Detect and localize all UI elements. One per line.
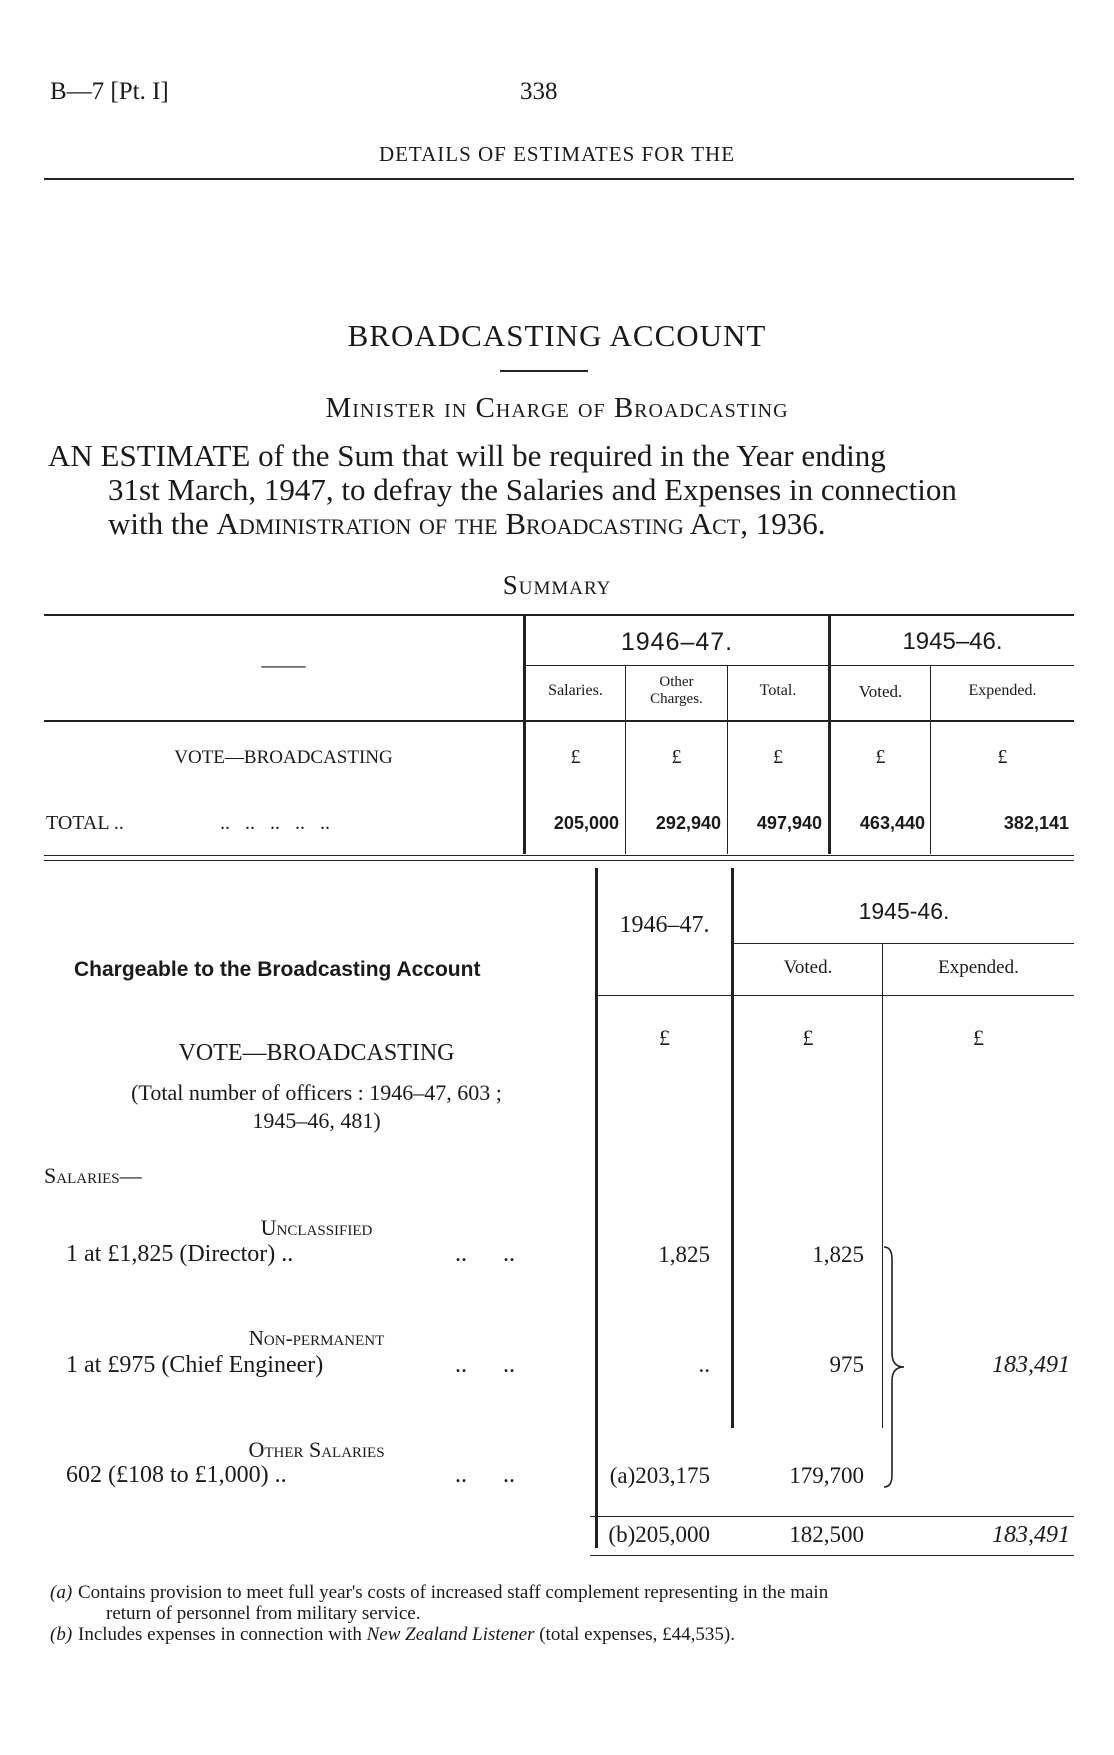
- running-title: DETAILS OF ESTIMATES FOR THE: [378, 142, 736, 166]
- footnote-b-line: [78, 1624, 735, 1646]
- summary-year-rule-current: [526, 665, 828, 666]
- footnote-b-suffix: (total expenses, £44,535).: [539, 1624, 735, 1645]
- estimate-line-3-prefix: with the: [108, 506, 209, 541]
- footnote-b-prefix: Includes expenses in connection with: [78, 1624, 362, 1645]
- summary-col-salaries: Salaries.: [548, 682, 603, 699]
- summary-dash: ——: [261, 652, 306, 677]
- unclassified-dots: .. ..: [455, 1241, 515, 1267]
- nonperm-current: ..: [698, 1352, 710, 1377]
- detail-year-rule: [734, 943, 1074, 944]
- nonperm-dots: .. ..: [455, 1352, 515, 1378]
- unclassified-line: 1 at £1,825 (Director) ..: [66, 1241, 294, 1267]
- unclassified-voted: 1,825: [812, 1242, 864, 1267]
- summary-year-current: 1946–47.: [620, 628, 734, 656]
- other-current: (a)203,175: [609, 1463, 710, 1488]
- detail-year-prior: 1945-46.: [858, 898, 950, 924]
- detail-currency-expended: £: [973, 1025, 984, 1050]
- estimate-act-name: Administration of the Broadcasting Act: [216, 506, 741, 541]
- unclassified-current: 1,825: [658, 1242, 710, 1267]
- detail-subtotal-rule: [590, 1516, 1074, 1517]
- title-rule: [500, 370, 588, 372]
- total-voted: 182,500: [789, 1522, 864, 1547]
- detail-header-rule: [596, 995, 1074, 996]
- summary-total-dots: .. .. .. .. ..: [220, 812, 330, 834]
- salaries-heading: Salaries—: [44, 1163, 142, 1188]
- expended-bracket: [880, 1245, 916, 1490]
- other-voted: 179,700: [789, 1463, 864, 1488]
- summary-bottom-rule-2: [44, 860, 1074, 861]
- detail-currency-voted: £: [802, 1025, 814, 1050]
- summary-currency-other: £: [671, 746, 682, 768]
- footnote-a-line-1: Contains provision to meet full year's costs of increased staff complement representing in the main: [78, 1582, 829, 1603]
- header-rule: [44, 178, 1074, 180]
- total-current: (b)205,000: [608, 1522, 710, 1547]
- page-reference: B—7 [Pt. I]: [50, 78, 169, 105]
- footnote-b-publication: New Zealand Listener: [366, 1624, 535, 1645]
- summary-col-other-2: Charges.: [650, 691, 703, 707]
- nonperm-line: 1 at £975 (Chief Engineer): [66, 1352, 324, 1378]
- summary-total-other: 292,940: [655, 813, 721, 833]
- detail-vote-label: VOTE—BROADCASTING: [178, 1040, 455, 1066]
- summary-total-label: TOTAL ..: [46, 812, 124, 834]
- detail-currency-current: £: [659, 1025, 670, 1050]
- estimate-line-3-suffix: , 1936.: [740, 506, 826, 541]
- summary-heading: Summary: [502, 570, 612, 600]
- summary-total-salaries: 205,000: [553, 813, 619, 833]
- summary-top-rule: [44, 614, 1074, 616]
- other-dots: .. ..: [455, 1462, 515, 1488]
- section-title: BROADCASTING ACCOUNT: [347, 318, 767, 353]
- total-expended: 183,491: [992, 1522, 1070, 1548]
- nonperm-heading: Non-permanent: [248, 1326, 385, 1350]
- other-line: 602 (£108 to £1,000) ..: [66, 1462, 287, 1488]
- other-heading: Other Salaries: [248, 1437, 385, 1462]
- unclassified-heading: Unclassified: [260, 1215, 373, 1240]
- summary-year-prior: 1945–46.: [902, 628, 1003, 655]
- summary-currency-expended: £: [997, 746, 1008, 768]
- footnote-b-mark: (b): [50, 1624, 73, 1645]
- detail-divider-years: [731, 868, 734, 1428]
- summary-vote-label: VOTE—BROADCASTING: [174, 747, 393, 768]
- detail-divider-main: [595, 868, 598, 1548]
- detail-col-voted: Voted.: [783, 957, 833, 978]
- page-number: 338: [520, 78, 558, 105]
- summary-col-voted: Voted.: [858, 682, 903, 701]
- footnote-a-mark: (a): [50, 1582, 73, 1603]
- estimate-line-3: [108, 506, 826, 542]
- officers-line-2: 1945–46, 481): [252, 1108, 381, 1133]
- footnote-a-line-2: return of personnel from military service.: [106, 1603, 421, 1624]
- summary-header-rule: [44, 720, 1074, 722]
- summary-col-total: Total.: [759, 682, 797, 699]
- summary-col-expended: Expended.: [968, 682, 1037, 699]
- summary-currency-total: £: [773, 746, 783, 768]
- detail-year-current: 1946–47.: [619, 912, 710, 938]
- summary-currency-salaries: £: [570, 746, 581, 768]
- minister-line: Minister in Charge of Broadcasting: [325, 392, 789, 424]
- officers-line-1: (Total number of officers : 1946–47, 603 ;: [131, 1080, 502, 1105]
- summary-bottom-rule: [44, 855, 1074, 856]
- detail-bottom-rule: [590, 1555, 1074, 1556]
- summary-col-other-1: Other: [659, 674, 694, 690]
- summary-total-voted: 463,440: [859, 813, 925, 833]
- bracket-expended-value: 183,491: [992, 1352, 1070, 1378]
- estimate-line-1: AN ESTIMATE of the Sum that will be required in the Year ending: [48, 438, 886, 473]
- nonperm-voted: 975: [829, 1352, 864, 1377]
- summary-currency-voted: £: [875, 746, 886, 768]
- estimate-line-2: 31st March, 1947, to defray the Salaries and Expenses in connection: [108, 472, 957, 507]
- summary-total-expended: 382,141: [1003, 813, 1069, 833]
- chargeable-heading: Chargeable to the Broadcasting Account: [74, 958, 481, 981]
- summary-total-total: 497,940: [756, 813, 822, 833]
- detail-col-expended: Expended.: [938, 957, 1019, 978]
- summary-year-rule-prior: [831, 665, 1074, 666]
